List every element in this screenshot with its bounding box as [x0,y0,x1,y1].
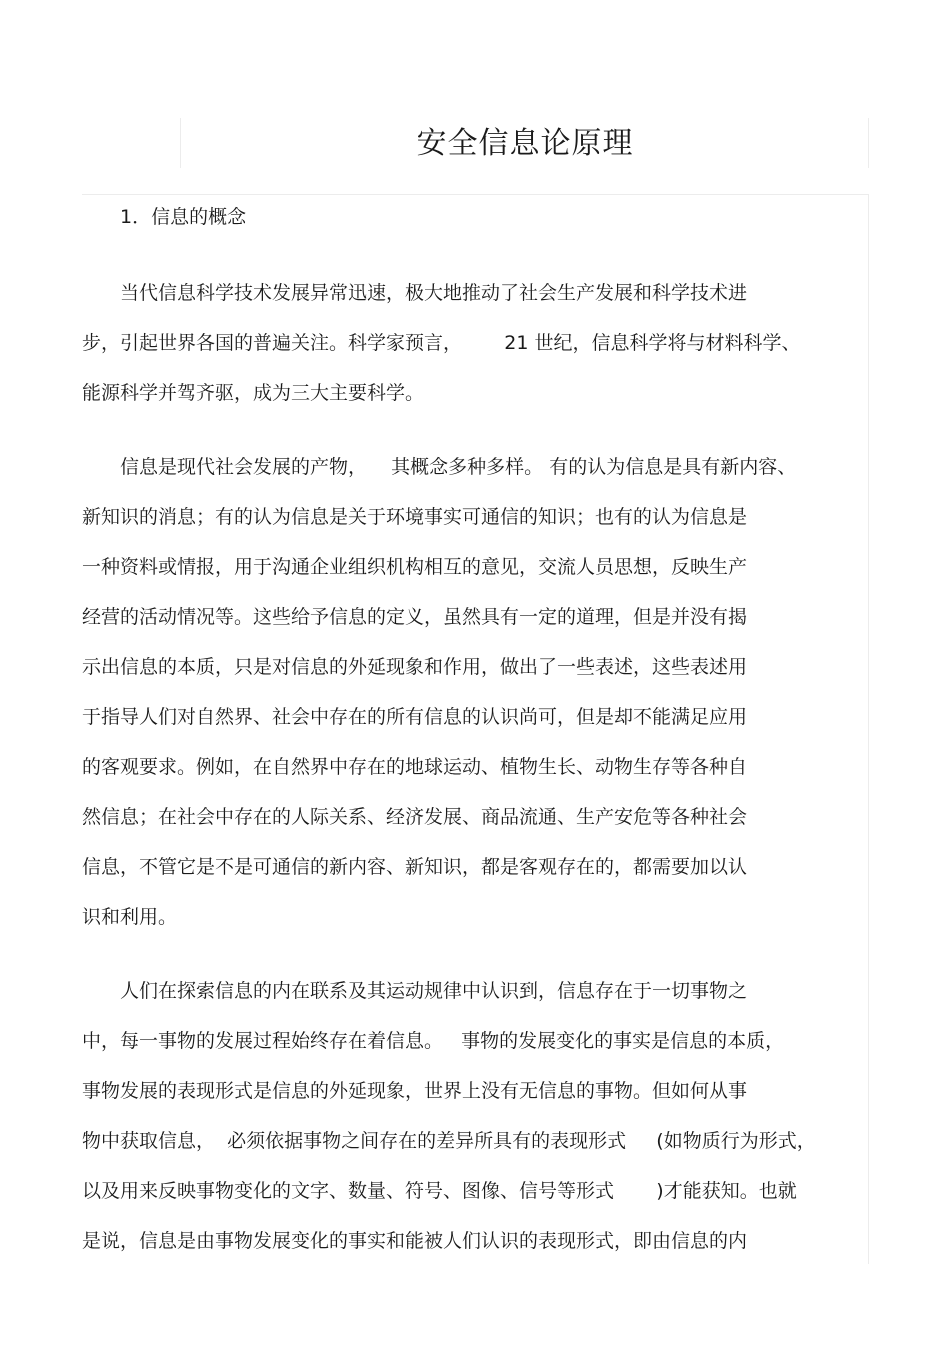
paragraph-line: 中，每一事物的发展过程始终存在着信息。 事物的发展变化的事实是信息的本质， [82,1030,785,1052]
frame-line-header-rule [82,194,868,195]
paragraph-line: 一种资料或情报，用于沟通企业组织机构相互的意见，交流人员思想，反映生产 [82,556,748,578]
paragraph-line: 然信息；在社会中存在的人际关系、经济发展、商品流通、生产安危等各种社会 [82,806,748,828]
paragraph-line: 经营的活动情况等。这些给予信息的定义，虽然具有一定的道理，但是并没有揭 [82,606,748,628]
paragraph-line: 的客观要求。例如，在自然界中存在的地球运动、植物生长、动物生存等各种自 [82,756,748,778]
paragraph-line: 以及用来反映事物变化的文字、数量、符号、图像、信号等形式 )才能获知。也就 [82,1180,797,1202]
paragraph-line: 当代信息科学技术发展异常迅速，极大地推动了社会生产发展和科学技术进 [120,282,748,304]
paragraph-line: 物中获取信息， 必须依据事物之间存在的差异所具有的表现形式 (如物质行为形式， [82,1130,816,1152]
document-title: 安全信息论原理 [416,126,634,161]
paragraph-line: 识和利用。 [82,906,178,928]
paragraph-line: 示出信息的本质，只是对信息的外延现象和作用，做出了一些表述，这些表述用 [82,656,748,678]
frame-line-body-right [868,194,869,1264]
section-heading: 1．信息的概念 [120,206,247,228]
paragraph-line: 于指导人们对自然界、社会中存在的所有信息的认识尚可，但是却不能满足应用 [82,706,748,728]
paragraph-line: 人们在探索信息的内在联系及其运动规律中认识到，信息存在于一切事物之 [120,980,748,1002]
paragraph-line: 是说，信息是由事物发展变化的事实和能被人们认识的表现形式，即由信息的内 [82,1230,748,1252]
paragraph-line: 信息是现代社会发展的产物， 其概念多种多样。 有的认为信息是具有新内容、 [120,456,797,478]
paragraph-line: 步，引起世界各国的普遍关注。科学家预言， 21 世纪，信息科学将与材料科学、 [82,332,801,354]
paragraph-line: 信息，不管它是不是可通信的新内容、新知识，都是客观存在的，都需要加以认 [82,856,748,878]
paragraph-line: 新知识的消息；有的认为信息是关于环境事实可通信的知识；也有的认为信息是 [82,506,748,528]
paragraph-line: 事物发展的表现形式是信息的外延现象，世界上没有无信息的事物。但如何从事 [82,1080,748,1102]
paragraph-line: 能源科学并驾齐驱，成为三大主要科学。 [82,382,425,404]
